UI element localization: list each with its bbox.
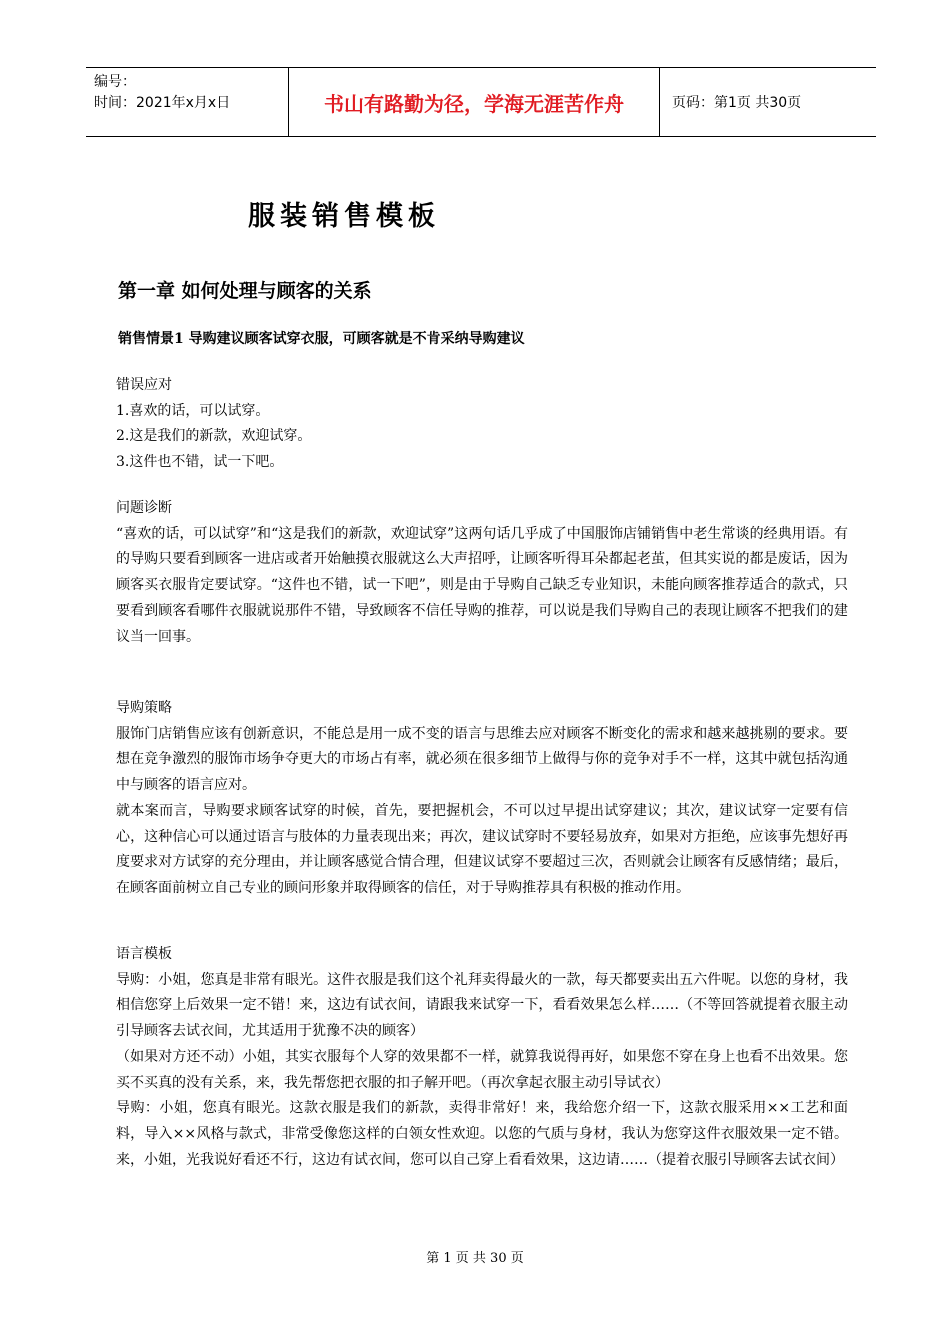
page-footer: 第 1 页 共 30 页 xyxy=(426,1251,524,1266)
time-label: 时间：2021年x月x日 xyxy=(94,95,231,111)
document-title: 服装销售模板 xyxy=(248,201,440,232)
chapter-heading: 第一章 如何处理与顾客的关系 xyxy=(118,280,372,302)
page-header xyxy=(86,67,876,137)
header-page-label: 页码：第1页 共30页 xyxy=(672,95,802,111)
template-section xyxy=(116,942,848,1173)
diagnosis-heading: 问题诊断 xyxy=(116,500,172,516)
wrong-response-item: 1.喜欢的话，可以试穿。 xyxy=(116,402,270,419)
scenario-heading: 销售情景1 导购建议顾客试穿衣服，可顾客就是不肯采纳导购建议 xyxy=(118,331,525,347)
template-paragraph: （如果对方还不动）小姐，其实衣服每个人穿的效果都不一样，就算我说得再好，如果您不穿在身上也看不出效果。您买不买真的没有关系，来，我先帮您把衣服的扣子解开吧。（再次拿起衣服主动引导试衣） xyxy=(116,1048,848,1091)
diagnosis-section xyxy=(116,496,848,650)
diagnosis-text: “喜欢的话，可以试穿”和“这是我们的新款，欢迎试穿”这两句话几乎成了中国服饰店铺销售中老生常谈的经典用语。有的导购只要看到顾客一进店或者开始触摸衣服就这么大声招呼，让顾客听得耳朵都起老茧，但其实说的都是废话，因为顾客买衣服肯定要试穿。“这件也不错，试一下吧”，则是由于导购自己缺乏专业知识，未能向顾客推荐适合的款式，只要看到顾客看哪件衣服就说那件不错，导致顾客不信任导购的推荐，可以说是我们导购自己的表现让顾客不把我们的建议当一回事。 xyxy=(116,525,848,645)
wrong-response-item: 2.这是我们的新款，欢迎试穿。 xyxy=(116,428,312,445)
template-paragraph: 导购：小姐，您真是非常有眼光。这件衣服是我们这个礼拜卖得最火的一款，每天都要卖出五六件呢。以您的身材，我相信您穿上后效果一定不错！来，这边有试衣间，请跟我来试穿一下，看看效果怎么样……（不等回答就提着衣服主动引导顾客去试衣间，尤其适用于犹豫不决的顾客） xyxy=(116,971,848,1040)
strategy-heading: 导购策略 xyxy=(116,700,172,716)
header-meta xyxy=(94,72,290,114)
header-motto: 书山有路勤为径，学海无涯苦作舟 xyxy=(288,68,660,136)
code-label: 编号： xyxy=(94,74,136,90)
strategy-paragraph: 服饰门店销售应该有创新意识，不能总是用一成不变的语言与思维去应对顾客不断变化的需求和越来越挑剔的要求。要想在竞争激烈的服饰市场争夺更大的市场占有率，就必须在很多细节上做得与你的竞争对手不一样，这其中就包括沟通中与顾客的语言应对。 xyxy=(116,725,848,794)
template-heading: 语言模板 xyxy=(116,946,172,962)
wrong-response-section xyxy=(116,373,848,476)
wrong-response-item: 3.这件也不错，试一下吧。 xyxy=(116,454,284,471)
strategy-section xyxy=(116,696,848,902)
strategy-paragraph: 就本案而言，导购要求顾客试穿的时候，首先，要把握机会，不可以过早提出试穿建议；其次，建议试穿一定要有信心，这种信心可以通过语言与肢体的力量表现出来；再次，建议试穿时不要轻易放弃，如果对方拒绝，应该事先想好再度要求对方试穿的充分理由，并让顾客感觉合情合理，但建议试穿不要超过三次，否则就会让顾客有反感情绪；最后，在顾客面前树立自己专业的顾问形象并取得顾客的信任，对于导购推荐具有积极的推动作用。 xyxy=(116,802,848,896)
template-paragraph: 导购：小姐，您真有眼光。这款衣服是我们的新款，卖得非常好！来，我给您介绍一下，这款衣服采用××工艺和面料，导入××风格与款式，非常受像您这样的白领女性欢迎。以您的气质与身材，我认为您穿这件衣服效果一定不错。来，小姐，光我说好看还不行，这边有试衣间，您可以自己穿上看看效果，这边请……（提着衣服引导顾客去试衣间） xyxy=(116,1100,848,1168)
wrong-response-heading: 错误应对 xyxy=(116,377,172,393)
